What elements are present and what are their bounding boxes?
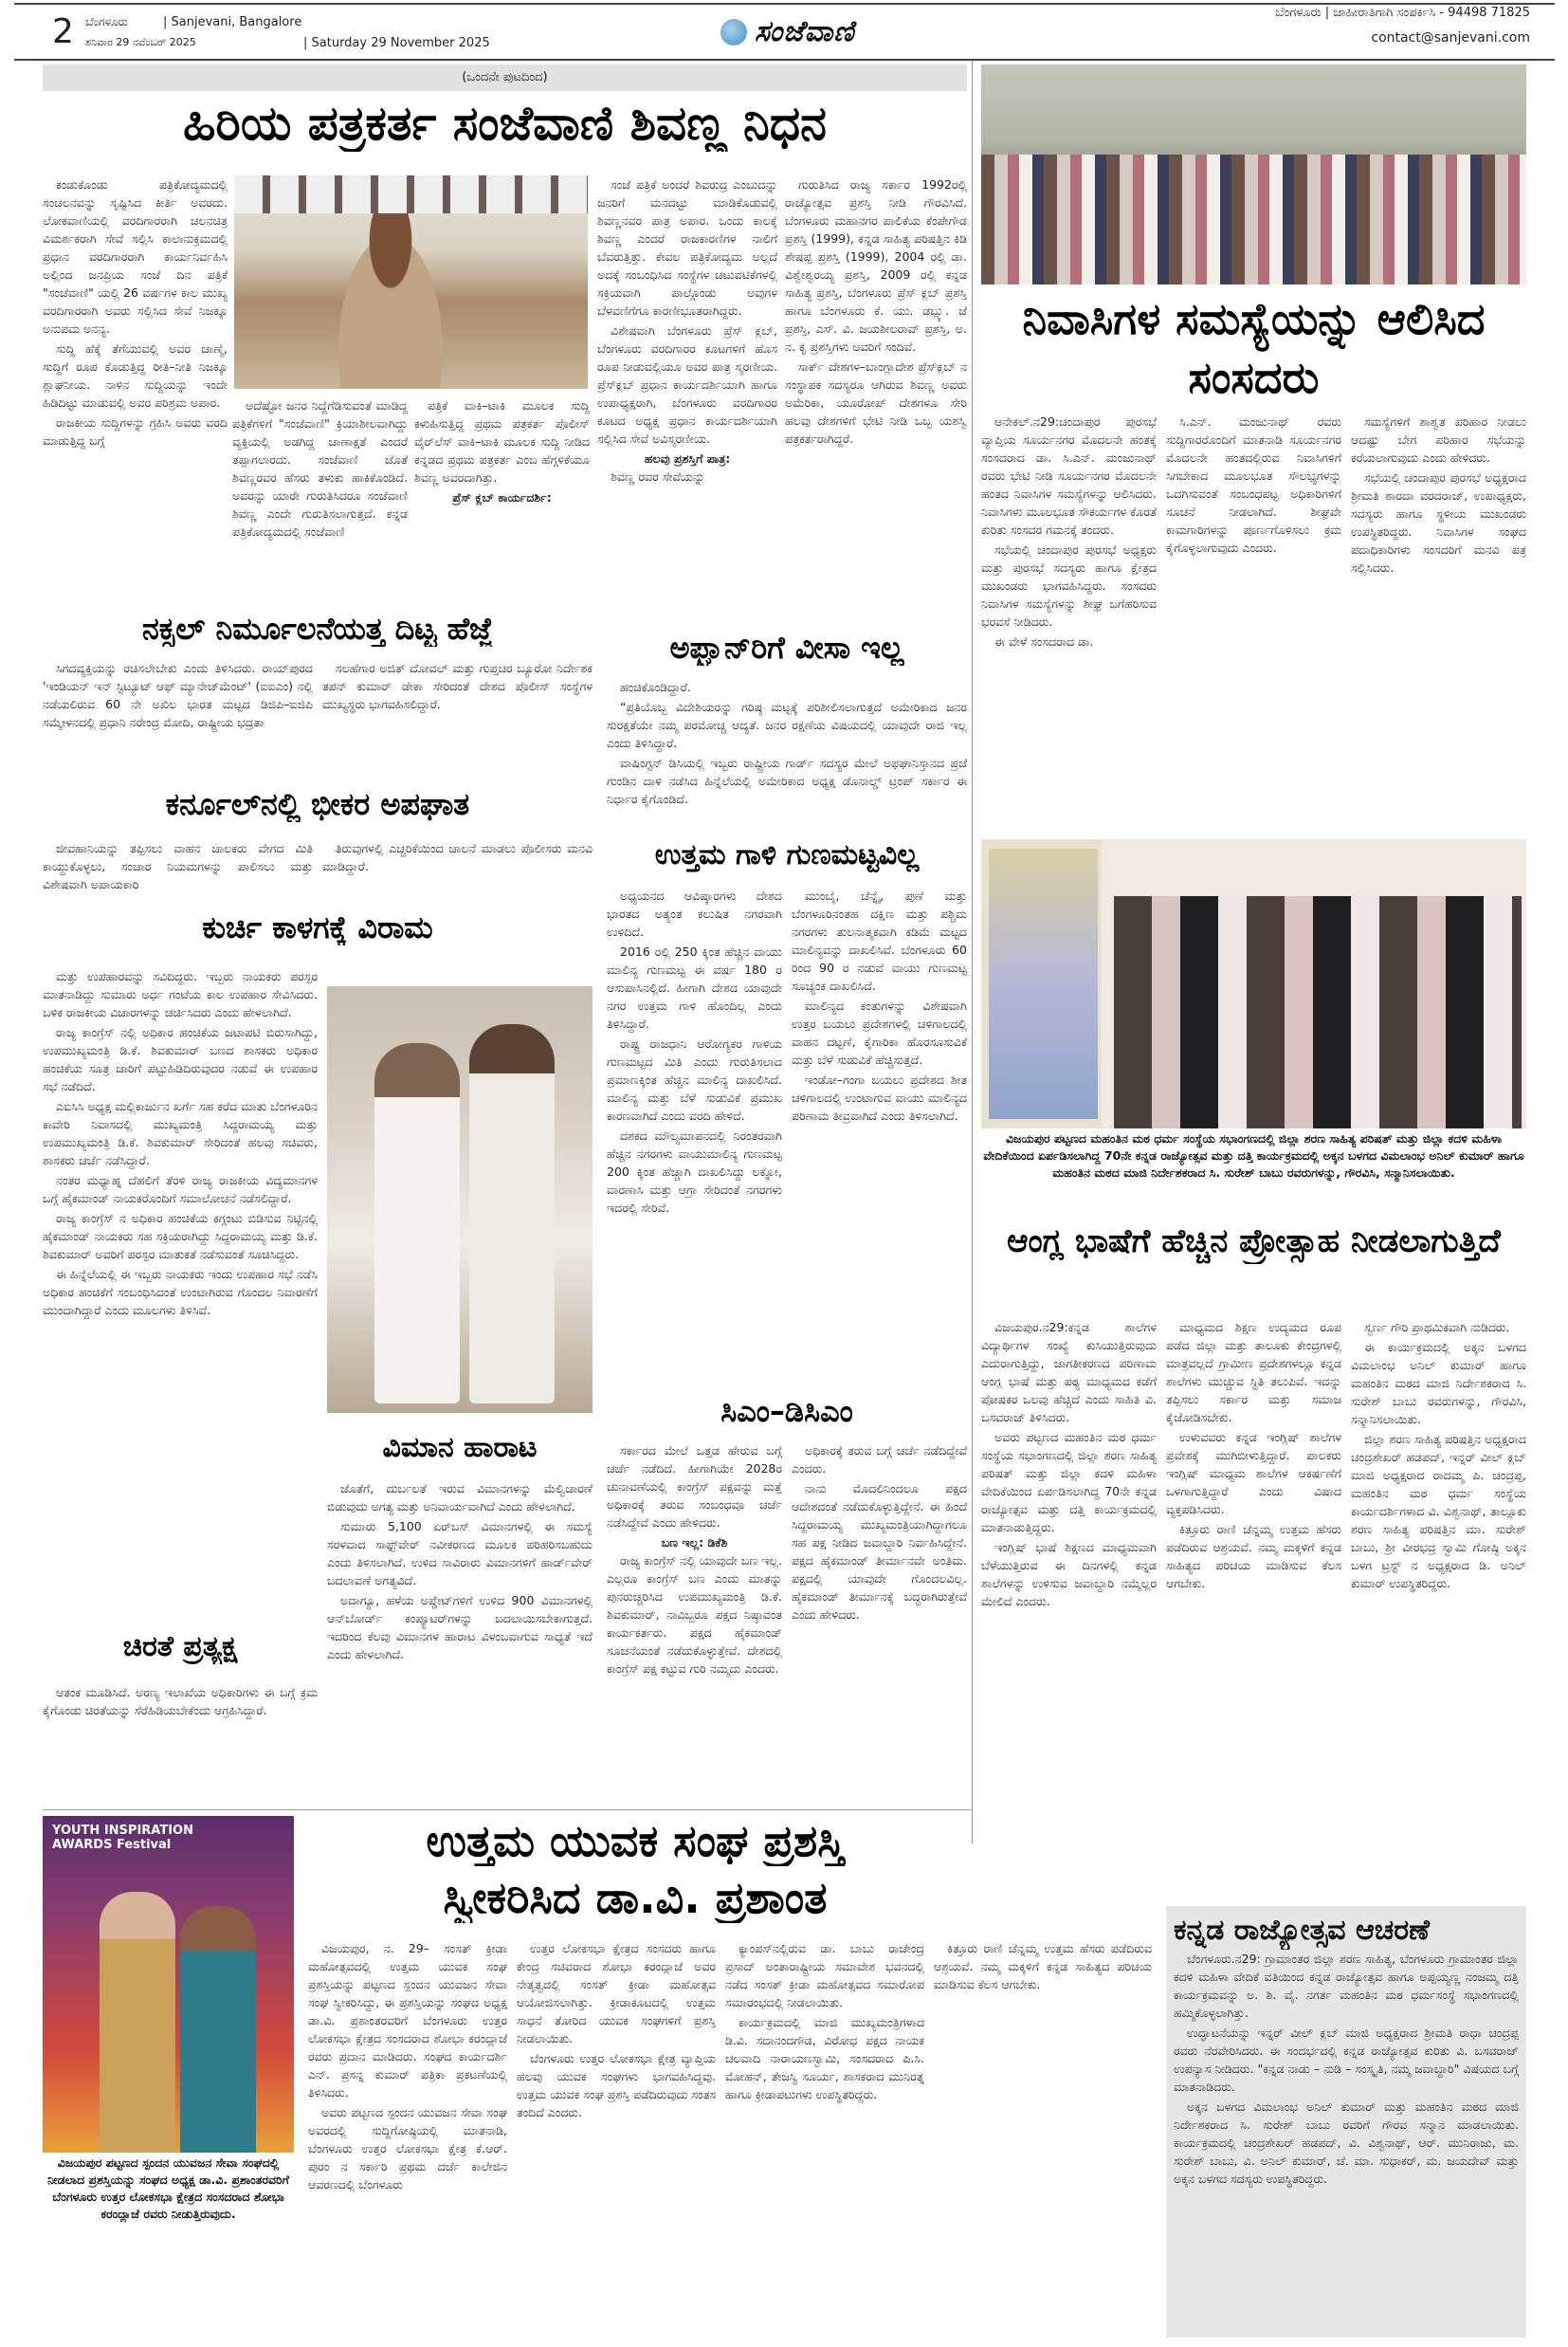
headline-kurchi: ಕುರ್ಚಿ ಕಾಳಗಕ್ಕೆ ವಿರಾಮ [202, 910, 433, 945]
paragraph: ಸಮಸ್ಯೆಗಳಿಗೆ ಶಾಶ್ವತ ಪರಿಹಾರ ನೀಡಲು ಆದಷ್ಟು ಬೇಗ ಪರಿಹಾರ ಸಭೆಯನ್ನು ಕರೆಯಲಾಗುವುದು ಎಂದು ಹೇಳಿದರು. [1351, 414, 1526, 465]
masthead-text: ಸಂಜೆವಾಣಿ [755, 15, 855, 48]
paragraph: ವಿಜಯಪುರ, ನ. 29– ಸಂಸತ್ ಕ್ರೀಡಾ ಮಹೋತ್ಸವದಲ್ಲಿ ಉತ್ತಮ ಯುವಕ ಸಂಘ ಪ್ರಶಸ್ತಿಯನ್ನು ಪಟ್ಟಣದ ಸ್ಪಂದನ ಯುವಜನ ಸೇವಾ ಸಂಘ ಸ್ವೀಕರಿಸಿದ್ದು, ಈ ಪ್ರಶಸ್ತಿಯನ್ನು ಸಂಘದ ಅಧ್ಯಕ್ಷ ಡಾ.ವಿ. ಪ್ರಶಾಂತರವರಿಗೆ ಬೆಂಗಳೂರು ಉತ್ತರ ಲೋಕಸಭಾ ಕ್ಷೇತ್ರದ ಸಂಸದರಾದ ಶೋಭಾ ಕರಂದ್ಲಾಜೆ ರವರು ಪ್ರದಾನ ಮಾಡಿದರು. ಸಂಘದ ಕಾರ್ಯದರ್ಶಿ ಎನ್. ಪ್ರಸನ್ನ ಕುಮಾರ್ ಪತ್ರಿಕಾ ಪ್ರಕಟಣೆಯಲ್ಲಿ ತಿಳಿಸಿದರು. [308, 1941, 507, 2099]
kurnool-col1 [43, 839, 313, 901]
paragraph: ರಾಜಕೀಯ ಸುದ್ದಿಗಳನ್ನು ಗ್ರಹಿಸಿ ಅವರು ವರದಿ ಮಾಡುತ್ತಿದ್ದ ಬಗ್ಗೆ [43, 415, 228, 448]
headline-cm-dcm: ಸಿಎಂ–ಡಿಸಿಎಂ [720, 1394, 853, 1429]
award-banner: YOUTH INSPIRATION AWARDS Festival [52, 1824, 193, 1852]
headline-youth-1: ಉತ್ತಮ ಯುವಕ ಸಂಘ ಪ್ರಶಸ್ತಿ [426, 1816, 845, 1866]
paragraph: “ಪ್ರತಿಯೊಬ್ಬ ವಿದೇಶಿಯರನ್ನು ಗರಿಷ್ಠ ಮಟ್ಟಕ್ಕೆ ಪರಿಶೀಲಿಸಲಾಗುತ್ತದೆ ಅಮೇರಿಕಾದ ಜನರ ಸುರಕ್ಷತೆಯೇ ನಮ್ಮ ಪರಮೋಚ್ಚ ಆದ್ಯತೆ. ಜನರ ರಕ್ಷಣೆಯ ವಿಷಯದಲ್ಲಿ ಯಾವುದೇ ರಾಜಿ ಇಲ್ಲ ಎಂದು ತಿಳಿಸಿದ್ದಾರೆ. [607, 700, 967, 750]
naxal-col2 [322, 659, 593, 749]
contact-email[interactable]: contact@sanjevani.com [1371, 30, 1530, 46]
headline-vimana: ವಿಮಾನ ಹಾರಾಟ [382, 1432, 538, 1464]
paragraph: ಹಂಚಿಕೊಂಡಿದ್ದಾರೆ. [620, 680, 691, 694]
subheading: ಬಣ ಇಲ್ಲ: ಡಿಕೆಶಿ [661, 1535, 728, 1549]
cm-col1 [607, 1441, 782, 1806]
paragraph: ಶಿವಣ್ಣ ರವರ ಸೇವೆಯನ್ನು [611, 469, 705, 484]
cm-col2 [792, 1441, 967, 1806]
paragraph: ಗುರುತಿಸಿದ ರಾಜ್ಯ ಸರ್ಕಾರ 1992ರಲ್ಲಿ ರಾಜ್ಯೋತ್ಸವ ಪ್ರಶಸ್ತಿ ನೀಡಿ ಗೌರವಿಸಿದೆ. ಬೆಂಗಳೂರು ಮಹಾನಗರ ಪಾಲಿಕೆಯ ಕೆಂಪೇಗೌಡ ಪ್ರಶಸ್ತಿ (1999), ಕನ್ನಡ ಸಾಹಿತ್ಯ ಪರಿಷತ್ತಿನ ಕಿಡಿ ಶೇಷಪ್ಪ ಪ್ರಶಸ್ತಿ (1999), 2004 ರಲ್ಲಿ ಡಾ. ವಿಶ್ವೇಶ್ವರಯ್ಯ ಪ್ರಶಸ್ತಿ, 2009 ರಲ್ಲಿ ಕನ್ನಡ ಸಾಹಿತ್ಯ ಪ್ರಶಸ್ತಿ, ಬೆಂಗಳೂರು ಪ್ರೆಸ್ ಕ್ಲಬ್ ಪ್ರಶಸ್ತಿ ಹಾಗೂ ಬೆಂಗಳೂರು ಕೆ. ಯು. ಡಬ್ಲ್ಯು. ಜೆ ಪ್ರಶಸ್ತಿ, ಎಸ್. ವಿ. ಜಯಶೀಲರಾವ್ ಪ್ರಶಸ್ತಿ, ಅ. ನ. ಕೃ ಪ್ರಶಸ್ತಿಗಳು ಅವರಿಗೆ ಸಂದಿವೆ. [785, 177, 967, 354]
photo-caption-rajyotsava: ವಿಜಯಪುರ ಪಟ್ಟಣದ ಮಹಂತಿನ ಮಠ ಧರ್ಮ ಸಂಸ್ಥೆಯ ಸಭಾಂಗಣದಲ್ಲಿ ಜಿಲ್ಲಾ ಶರಣ ಸಾಹಿತ್ಯ ಪರಿಷತ್ ಮತ್ತು ಜಿಲ್ಲಾ ಕದಳಿ ಮಹಿಳಾ ವೇದಿಕೆಯಿಂದ ಏರ್ಪಡಿಸಲಾಗಿದ್ದ 70ನೇ ಕನ್ನಡ ರಾಜ್ಯೋತ್ಸವ ಮತ್ತು ದತ್ತಿ ಕಾರ್ಯಕ್ರಮದಲ್ಲಿ ಅಕ್ಕನ ಬಳಗದ ವಿಮಲಾಂಭ ಅನಿಲ್ ಕುಮಾರ್ ಹಾಗೂ ಮಹಂತಿನ ಮಠದ ಮಾಜಿ ನಿರ್ದೇಶಕರಾದ ಸಿ. ಸುರೇಶ್ ಬಾಬು ರವರುಗಳನ್ನು, ಗೌರವಿಸಿ, ಸನ್ಮಾನಿಸಲಾಯಿತು. [983, 1131, 1524, 1180]
subheading: ಪ್ರೆಸ್ ಕ್ಲಬ್ ಕಾರ್ಯದರ್ಶಿ: [452, 490, 552, 504]
naxal-col1 [43, 659, 313, 749]
paragraph: ನಾನು ಮೊದಲಿನಿಂದಲೂ ಪಕ್ಷದ ಆದೇಶದಂತೆ ನಡೆದುಕೊಳ್ಳುತ್ತಿದ್ದೇನೆ. ಈ ಹಿಂದೆ ಸಿದ್ದರಾಮಯ್ಯ ಮುಖ್ಯಮಂತ್ರಿಯಾಗಿದ್ದಾಗಲೂ ಸಹ ಪಕ್ಷ ನೀಡಿದ ಜವಾಬ್ದಾರಿ ನಿರ್ವಹಿಸಿದ್ದೇನೆ. ಪಕ್ಷದ ಹೈಕಮಾಂಡ್ ತೀರ್ಮಾನವೇ ಅಂತಿಮ. ಪಕ್ಷದಲ್ಲಿ ಯಾವುದೇ ಗೊಂದಲವಿಲ್ಲ. ಹೈಕಮಾಂಡ್ ತೀರ್ಮಾನಕ್ಕೆ ಬದ್ಧರಾಗಿರುತ್ತೇವೆ ಎಂದು ಹೇಳಿದರು. [792, 1481, 967, 1622]
paragraph: ಅಕ್ಕನ ಬಳಗದ ವಿಮಲಾಂಭ ಅನಿಲ್ ಕುಮಾರ್ ಮತ್ತು ಮಹಂತಿನ ಮಠದ ಮಾಜಿ ನಿರ್ದೇಶಕರಾದ ಸಿ. ಸುರೇಶ್ ಬಾಬು ರವರಿಗೆ ಗೌರವ ಸನ್ಮಾನ ಮಾಡಲಾಯಿತು. ಕಾರ್ಯಕ್ರಮದಲ್ಲಿ ಚಂದ್ರಶೇಖರ್ ಹಡಪದ್, ವಿ. ವಿಶ್ವನಾಥ್, ಆರ್. ಮುನಿರಾಜು, ಮ. ಸುರೇಶ್ ಬಾಬು, ವಿ. ಅನಿಲ್ ಕುಮಾರ್, ಚೆ. ಮಾ. ಸುಧಾಕರ್, ಮ. ಜಯದೇವ್ ಮತ್ತು ಅಕ್ಕನ ಬಳಗದ ಸದಸ್ಯರು ಉಪಸ್ಥಿತರಿದ್ದರು. [1174, 2099, 1519, 2186]
paragraph: ಈ ಹಿನ್ನೆಲೆಯಲ್ಲಿ ಈ ಇಬ್ಬರು ನಾಯಕರು ಇಂದು ಉಪಹಾರ ಸಭೆ ನಡೆಸಿ ಅಧಿಕಾರ ಹಂಚಿಕೆಗೆ ಸಂಬಂಧಿಸಿದಂತೆ ಉಂಟಾಗಿರುವ ಗೊಂದಲ ನಿವಾರಣೆಗೆ ಮುಂದಾಗಿದ್ದಾರೆ ಎಂದು ಮೂಲಗಳು ತಿಳಿಸಿವೆ. [43, 1267, 318, 1317]
paragraph: ಅವರು ಪಟ್ಟಣದ ಮಹಂತಿನ ಮಠ ಧರ್ಮ ಸಂಸ್ಥೆಯ ಸಭಾಂಗಣದಲ್ಲಿ ಜಿಲ್ಲಾ ಶರಣ ಸಾಹಿತ್ಯ ಪರಿಷತ್ ಮತ್ತು ಜಿಲ್ಲಾ ಕದಳಿ ಮಹಿಳಾ ವೇದಿಕೆಯಿಂದ ಏರ್ಪಡಿಸಲಾಗಿದ್ದ 70ನೇ ಕನ್ನಡ ರಾಜ್ಯೋತ್ಸವ ಮತ್ತು ದತ್ತಿ ಕಾರ್ಯಕ್ರಮದಲ್ಲಿ ಮಾತನಾಡುತ್ತಿದ್ದರು. [981, 1430, 1157, 1534]
city-label: ಬೆಂಗಳೂರು [85, 15, 128, 28]
headline-rajyotsava: ಕನ್ನಡ ರಾಜ್ಯೋತ್ಸವ ಆಚರಣೆ [1174, 1914, 1431, 1947]
paragraph: ಮುಂಬೈ, ಚೆನ್ನೈ, ಪುಣೆ ಮತ್ತು ಬೆಂಗಳೂರಿನಂತಹ ದಕ್ಷಿಣ ಮತ್ತು ಪಶ್ಚಿಮ ನಗರಗಳು ತುಲನಾತ್ಮಕವಾಗಿ ಕಡಿಮೆ ಮಟ್ಟದ ಮಾಲಿನ್ಯವನ್ನು ದಾಖಲಿಸಿವೆ. ಬೆಂಗಳೂರು 60 ರಿಂದ 90 ರ ನಡುವೆ ವಾಯು ಗುಣಮಟ್ಟ ಸೂಚ್ಯಂಕ ದಾಖಲಿಸಿದೆ. [792, 889, 967, 993]
headline-chirate: ಚಿರತೆ ಪ್ರತ್ಯಕ್ಷ [122, 1631, 238, 1663]
english-col2 [1166, 1318, 1341, 1901]
person-figure [469, 1024, 555, 1403]
photo-cm-dcm [327, 986, 593, 1413]
building-windows [234, 175, 588, 213]
paragraph: ವಿಜಯಪುರ.ನ29:ಕನ್ನಡ ಶಾಲೆಗಳ ವಿದ್ಯಾರ್ಥಿಗಳ ಸಂಖ್ಯೆ ಕುಸಿಯುತ್ತಿರುವುದು ಎದುರಾಗುತ್ತಿದ್ದು, ಜಾಗತೀಕರಣದ ಪರಿಣಾಮ ಆಂಗ್ಲ ಭಾಷೆ ಮತ್ತು ಪಠ್ಯ ಮಾಧ್ಯಮದ ಕಡೆಗೆ ಪೋಷಕರ ಒಲವು ಹೆಚ್ಚಿದೆ ಎಂದು ಸಾಹಿತಿ ವಿ. ಬಸವರಾಜ್ ತಿಳಿಸಿದರು. [981, 1320, 1157, 1424]
paragraph: ಅವರು ಪಟ್ಟಣದ ಸ್ಪಂದನ ಯುವಜನ ಸೇವಾ ಸಂಘ ಅವರದಲ್ಲಿ ಸುದ್ದಿಗೋಷ್ಠಿಯಲ್ಲಿ ಮಾತನಾಡಿ, ಬೆಂಗಳೂರು ಉತ್ತರ ಲೋಕಸಭಾ ಕ್ಷೇತ್ರ ಕೆ.ಆರ್. ಪುರಂ ನ ಸರ್ಕಾರಿ ಪ್ರಥಮ ದರ್ಜೆ ಕಾಲೇಜಿನ ಆವರಣದಲ್ಲಿ ಬೆಂಗಳೂರು [308, 2105, 507, 2191]
continued-label: (ಒಂದನೇ ಪುಟದಿಂದ) [462, 70, 548, 84]
crowd [981, 155, 1526, 284]
air-col1 [607, 887, 782, 1389]
headline-text: ಆಂಗ್ಲ ಭಾಷೆಗೆ ಹೆಚ್ಚಿನ ಪ್ರೋತ್ಸಾಹ ನೀಡಲಾಗುತ್ತಿದೆ [1007, 1222, 1501, 1260]
edition-label: | Sanjevani, Bangalore [163, 15, 302, 29]
paragraph: ಸಾರ್ಕ್ ದೇಶಗಳ–ಬಾಂಗ್ಲಾದೇಶ ಪ್ರೆಸ್‌ಕ್ಲಬ್ ನ ಸಂಸ್ಥಾಪಕ ಸದಸ್ಯರೂ ಆಗಿರುವ ಶಿವಣ್ಣ ಅವರು ಅಮೆರಿಕಾ, ಯೂರೋಪ್ ದೇಶಗಳೂ ಸೇರಿ ಹಲವು ದೇಶಗಳಿಗೆ ಭೇಟಿ ನೀಡಿ ಒಬ್ಬ ಯಶಸ್ವಿ ಪತ್ರಕರ್ತರಾಗಿದ್ದರೆ. [785, 359, 967, 446]
paragraph: ಕಂಡುಕೊಂಡು ಪತ್ರಿಕೋದ್ಯಮದಲ್ಲಿ ಸಂಚಲನವನ್ನು ಸೃಷ್ಟಿಸಿದ ಕೀರ್ತಿ ಅವರದು. ಲೋಕವಾಣಿಯಲ್ಲಿ ವರದಿಗಾರರಾಗಿ ಚಲನಚಿತ್ರ ವಿಮರ್ಶಕರಾಗಿ ಸೇವೆ ಸಲ್ಲಿಸಿ ಕಾಲಾನುಕ್ರಮದಲ್ಲಿ ಪ್ರಧಾನ ವರದಿಗಾರರಾಗಿ ಕಾರ್ಯನಿರ್ವಹಿಸಿ ಅಲ್ಲಿಂದ ಜನಪ್ರಿಯ ಸಂಜೆ ದಿನ ಪತ್ರಿಕೆ "ಸಂಜೆವಾಣಿ" ಯಲ್ಲಿ 26 ವರ್ಷಗಳ ಕಾಲ ಮುಖ್ಯ ವರದಿಗಾರರಾಗಿ ಅವರು ಸಲ್ಲಿಸಿದ ಸೇವೆ ನಿಜಕ್ಕೂ ಅನುಪಮ ಅನನ್ಯ. [43, 177, 228, 336]
kurnool-col2 [322, 839, 593, 901]
shivanna-col3 [414, 396, 590, 607]
paragraph: ಆನೇಕಲ್.ನ29:ಚಂದಾಪುರ ಪುರಸಭೆ ವ್ಯಾಪ್ತಿಯ ಸೂರ್ಯನಗರ ಮೊದಲನೇ ಹಂತಕ್ಕೆ ಸಂಸದರಾದ ಡಾ. ಸಿ.ಎನ್. ಮಂಜುನಾಥ್ ರವರು ಭೇಟಿ ನೀಡಿ ಸೂರ್ಯನಗರ ಮೊದಲನೇ ಹಂತದ ನಿವಾಸಿಗಳ ಸಮಸ್ಯೆಗಳನ್ನು ಆಲಿಸಿದರು. ನಿವಾಸಿಗಳು ಮೂಲಭೂತ ಸೌಕರ್ಯಗಳ ಕೊರತೆ ಕುರಿತು ಸಂಸದರ ಗಮನಕ್ಕೆ ತಂದರು. [981, 414, 1157, 537]
headline-air-quality: ಉತ್ತಮ ಗಾಳಿ ಗುಣಮಟ್ಟವಿಲ್ಲ [654, 839, 920, 871]
paragraph: ಅದಾಗ್ಯೂ, ಹಳೆಯ ಅಪ್ಡೇಟ್‌ಗಳಿಗೆ ಉಳಿದ 900 ವಿಮಾನಗಳಲ್ಲಿ ಆನ್‌ಬೋರ್ಡ್ ಕಂಪ್ಯೂಟರ್‌ಗಳನ್ನು ಬದಲಾಯಿಸಬೇಕಾಗುತ್ತದೆ. ಇದರಿಂದ ಕೆಲವು ವಿಮಾನಗಳ ಹಾರಾಟ ವಿಳಂಬವಾಗುವ ಸಾಧ್ಯತೆ ಇದೆ ಎಂದು ಹೇಳಲಾಗಿದೆ. [327, 1593, 593, 1661]
paragraph: ದಶಕದ ಮೌಲ್ಯಮಾಪನದಲ್ಲಿ ನಿರಂತರವಾಗಿ ಹೆಚ್ಚಿನ ನಗರಗಳು ವಾಯುಮಾಲಿನ್ಯ ಗುಣಮಟ್ಟ 200 ಕ್ಕಿಂತ ಹೆಚ್ಚಾಗಿ ದಾಖಲಿಸಿದ್ದು ಲಕ್ನೋ, ವಾರಣಾಸಿ ಮತ್ತು ಆಗ್ರಾ ಸೇರಿದಂತೆ ನಗರಗಳು ಇದರಲ್ಲಿ ಸೇರಿವೆ. [607, 1128, 782, 1215]
paragraph: ಮತ್ತು ಉಪಹಾರವನ್ನು ಸವಿದಿದ್ದರು. ಇಬ್ಬರು ನಾಯಕರು ಪರಸ್ಪರ ಮಾತನಾಡಿದ್ದು ಸುಮಾರು ಅರ್ಧ ಗಂಟೆಯ ಕಾಲ ಉಪಹಾರ ಸೇವಿಸಿದರು. ಬಳಿಕ ರಾಜಕೀಯ ವಿಚಾರಗಳನ್ನು ಚರ್ಚಿಸಿದರು ಎಂದು ಹೇಳಲಾಗಿದೆ. [43, 969, 318, 1019]
paragraph: ಅಧ್ಯಯನದ ಆವಿಷ್ಕಾರಗಳು ದೇಶದ ಭಾರತದ ಅತ್ಯಂತ ಕಲುಷಿತ ನಗರವಾಗಿ ಉಳಿದಿದೆ. [607, 889, 782, 939]
ad-contact: ಬೆಂಗಳೂರು | ಜಾಹೀರಾತಿಗಾಗಿ ಸಂಪರ್ಕಿಸಿ - 94498 71825 [1275, 6, 1530, 20]
mp-col3 [1351, 413, 1526, 830]
column-divider [972, 61, 973, 1843]
youth-col4 [934, 1939, 1152, 2333]
headline-naxal: ನಕ್ಸಲ್ ನಿರ್ಮೂಲನೆಯತ್ತ ದಿಟ್ಟ ಹೆಜ್ಜೆ [141, 612, 494, 647]
continued-banner [43, 64, 967, 91]
date-kannada: ಶನಿವಾರ 29 ನವೆಂಬರ್ 2025 [85, 36, 196, 48]
photo-shivanna [234, 175, 588, 389]
kurchi-col1 [43, 967, 318, 1622]
section-rule [43, 1809, 972, 1810]
vote-poster [989, 849, 1098, 1119]
paragraph: ಆತಂಕ ಮೂಡಿಸಿದೆ. ಅರಣ್ಯ ಇಲಾಖೆಯ ಅಧಿಕಾರಿಗಳು ಈ ಬಗ್ಗೆ ಕ್ರಮ ಕೈಗೊಂಡು ಚಿರತೆಯನ್ನು ಸೆರೆಹಿಡಿಯಬೇಕೆಂದು ಆಗ್ರಹಿಸಿದ್ದಾರೆ. [43, 1685, 318, 1717]
paragraph: ಅದೆಷ್ಟೋ ಜನರ ನಿದ್ದೆಗೆಡಿಸುವಂತೆ ಮಾಡಿದ್ದ ಪತ್ರಿಕೆಗಳಿಗೆ "ಸಂಜೆವಾಣಿ" ಕ್ರಿಯಾಶೀಲವಾಗಿದ್ದು ವ್ಯಕ್ತಿಯಲ್ಲಿ ಅಡಗಿದ್ದ ಚಾಣಾಕ್ಷತೆ ಎಂದರೆ ತಪ್ಪಾಗಲಾರದು. ಸಂಜೆವಾಣಿ ಜೊತೆ ಶಿವಣ್ಣರವರ ಹೆಸರು ತಳುಕು ಹಾಕಿಕೊಂಡಿದೆ. ಅವರನ್ನು ಯಾರೇ ಗುರುತಿಸಿದರೂ ಸಂಜೆವಾಣಿ ಶಿವಣ್ಣ ಎಂದೇ ಗುರುತಿಸಲಾಗುತ್ತದೆ. ಕನ್ನಡ ಪತ್ರಿಕೋದ್ಯಮದಲ್ಲಿ ಸಂಜೆವಾಣಿ [232, 398, 408, 539]
paragraph: ಈ ವೇಳೆ ಸಂಸದರಾದ ಡಾ. [994, 634, 1094, 649]
english-col3 [1351, 1318, 1526, 1901]
paragraph: ಸಭೆಯಲ್ಲಿ ಚಂದಾಪುರ ಪುರಸಭೆ ಅಧ್ಯಕ್ಷರು ಮತ್ತು ಪುರಸಭೆ ಸದಸ್ಯರು ಹಾಗೂ ಕ್ಷೇತ್ರದ ಮುಖಂಡರು ಭಾಗವಹಿಸಿದ್ದರು. ಸಂಸದರು ನಿವಾಸಿಗಳ ಸಮಸ್ಯೆಗಳನ್ನು ಶೀಘ್ರ ಬಗೆಹರಿಸುವ ಭರವಸೆ ನೀಡಿದರು. [981, 542, 1157, 629]
headline-shivanna: ಹಿರಿಯ ಪತ್ರಕರ್ತ ಸಂಜೆವಾಣಿ ಶಿವಣ್ಣ ನಿಧನ [183, 97, 827, 151]
paragraph: ಸುದ್ದಿ ಹೆಕ್ಕೆ ತೆಗೆಯುವಲ್ಲಿ ಅವರ ಜಾಣ್ಮೆ, ಸುದ್ದಿಗೆ ರೂಪ ಕೊಡುತ್ತಿದ್ದ ರೀತಿ–ನೀತಿ ನಿಜಕ್ಕೂ ಶ್ಲಾಘನೀಯ. ನಾಳಿನ ಸುದ್ದಿಯನ್ನು ಇಂದೇ ಹಿಡಿದಿಟ್ಟು ಮಾಡುವಲ್ಲಿ ಅವರ ಪರಿಶ್ರಮ ಅಪಾರ. [43, 341, 228, 410]
paragraph: ಇಂಗ್ಲಿಷ್ ಭಾಷೆ ಶಿಕ್ಷಣದ ಮಾಧ್ಯಮವಾಗಿ ಬೆಳೆಯುತ್ತಿರುವ ಈ ದಿನಗಳಲ್ಲಿ ಕನ್ನಡ ಶಾಲೆಗಳನ್ನು ಉಳಿಸುವ ಜವಾಬ್ದಾರಿ ನಮ್ಮೆಲ್ಲರ ಮೇಲಿದೆ ಎಂದರು. [981, 1540, 1157, 1608]
masthead-logo [720, 15, 855, 48]
headline-afghan: ಅಫ್ಘಾನ್‌ರಿಗೆ ವೀಸಾ ಇಲ್ಲ [669, 631, 904, 666]
page-number: 2 [52, 12, 74, 51]
headline-english-language [981, 1219, 1526, 1264]
headline-youth-2: ಸ್ವೀಕರಿಸಿದ ಡಾ.ವಿ. ಪ್ರಶಾಂತ [443, 1873, 828, 1923]
paragraph: ಉದ್ಘಾಟನೆಯನ್ನು ಇನ್ನರ್ ವೀಲ್ ಕ್ಲಬ್ ಮಾಜಿ ಅಧ್ಯಕ್ಷರಾದ ಶ್ರೀಮತಿ ರಾಧಾ ಚಂದ್ರಪ್ಪ ರವರು ನೆರವೇರಿಸಿದರು. ಈ ಸಂದರ್ಭದಲ್ಲಿ ಕನ್ನಡ ರಾಜ್ಯೋತ್ಸವ ಕುರಿತು ವಿ. ಬಸವರಾಜ್ ಉಪನ್ಯಾಸ ನೀಡಿದರು. "ಕನ್ನಡ ನಾಡು – ನುಡಿ – ಸಂಸ್ಕೃತಿ, ನಮ್ಮ ಜವಾಬ್ದಾರಿ" ವಿಷಯದ ಬಗ್ಗೆ ಮಾತನಾಡಿದರು. [1174, 2026, 1519, 2094]
paragraph: ವಿಶೇಷವಾಗಿ ಬೆಂಗಳೂರು ಪ್ರೆಸ್ ಕ್ಲಬ್, ಬೆಂಗಳೂರು ವರದಿಗಾರರ ಕೂಟಗಳಿಗೆ ಹೊಸ ರೂಪ ನೀಡುವಲ್ಲಿಯೂ ಅವರ ಪಾತ್ರ ಸ್ಮರಣೀಯ. ಪ್ರೆಸ್‌ಕ್ಲಬ್ ಪ್ರಧಾನ ಕಾರ್ಯದರ್ಶಿಯಾಗಿ ಹಾಗೂ ಉಪಾಧ್ಯಕ್ಷರಾಗಿ, ಬೆಂಗಳೂರು ವರದಿಗಾರರ ಕೂಟದ ಅಧ್ಯಕ್ಷ ಪ್ರಧಾನ ಕಾರ್ಯದರ್ಶಿಯಾಗಿ ಸಲ್ಲಿಸಿದ ಸೇವೆ ಅವಿಸ್ಮರಣೀಯ. [597, 323, 777, 446]
header-rule [14, 59, 1555, 61]
globe-icon [720, 19, 747, 46]
shivanna-col5 [785, 175, 967, 607]
photo-residents-group [981, 64, 1526, 284]
paragraph: ಜಿಲ್ಲಾ ಶರಣ ಸಾಹಿತ್ಯ ಪರಿಷತ್ತಿನ ಅಧ್ಯಕ್ಷರಾದ ಚಂದ್ರಶೇಖರ್ ಹಡಪದ್, ಇನ್ನರ್ ವೀಲ್ ಕ್ಲಬ್ ಮಾಜಿ ಅಧ್ಯಕ್ಷರಾದ ರಾದಮ್ಮ ಪಿ. ಚಂದ್ರಪ್ಪ, ಮಹಂತಿನ ಮಠ ಧರ್ಮ ಸಂಸ್ಥೆಯ ಕಾರ್ಯದರ್ಶಿಗಳಾದ ವಿ. ವಿಶ್ವನಾಥ್, ತಾಲ್ಲೂಕು ಶರಣ ಸಾಹಿತ್ಯ ಪರಿಷತ್ತಿನ ಮಾ. ಸುರೇಶ್ ಬಾಬು, ಶ್ರೀ ವೀರಭದ್ರ ಸ್ವಾಮಿ ಗೋಷ್ಠಿ ಅಕ್ಕನ ಬಳಗ ಟ್ರಸ್ಟ್ ನ ಅಧ್ಯಕ್ಷರಾದ ಡಿ. ಅನಿಲ್ ಕುಮಾರ್ ಉಪಸ್ಥಿತರಿದ್ದರು. [1351, 1432, 1526, 1590]
english-col1 [981, 1318, 1157, 1901]
paragraph: ಎಐಸಿಸಿ ಅಧ್ಯಕ್ಷ ಮಲ್ಲಿಕಾರ್ಜುನ ಖರ್ಗೆ ಸಹ ಕರೆದ ಮಾತು ಬೆಂಗಳೂರಿನ ಕಾವೇರಿ ನಿವಾಸದಲ್ಲಿ ಮುಖ್ಯಮಂತ್ರಿ ಸಿದ್ದರಾಮಯ್ಯ ಮತ್ತು ಉಪಮುಖ್ಯಮಂತ್ರಿ ಡಿ.ಕೆ. ಶಿವಕುಮಾರ್ ಸೇರಿದಂತೆ ಹಲವು ಸಚಿವರು, ಶಾಸಕರು ಚರ್ಚೆ ನಡೆಸಿದ್ದಾರೆ. [43, 1099, 318, 1167]
paragraph: ಇಂಡೋ–ಗಂಗಾ ಬಯಲು ಪ್ರದೇಶದ ಶೀತ ಚಳಿಗಾಲದಲ್ಲಿ ಉಂಟಾಗುವ ವಾಯು ಮಾಲಿನ್ಯದ ಪರಿಣಾಮ ತೀವ್ರವಾಗಿದೆ ಎಂದು ತಿಳಿಸಲಾಗಿದೆ. [792, 1073, 967, 1123]
person-figure [180, 1906, 256, 2153]
paragraph: ಸ್ವರ್ಣ ಗೌರಿ ಪ್ರಾಥಮಿಕವಾಗಿ ನುಡಿದರು. [1364, 1320, 1510, 1334]
youth-col3 [725, 1939, 924, 2333]
air-col2 [792, 887, 967, 1389]
mp-col1 [981, 413, 1157, 830]
paragraph: ಕಾರ್ಯಕ್ರಮದಲ್ಲಿ ಮಾಜಿ ಮುಖ್ಯಮಂತ್ರಿಗಳಾದ ಡಿ.ವಿ. ಸದಾನಂದಗೌಡ, ವಿರೋಧ ಪಕ್ಷದ ನಾಯಕ ಚಲವಾದಿ ನಾರಾಯಣಸ್ವಾಮಿ, ಸಂಸದರಾದ ಪಿ.ಸಿ. ಮೋಹನ್, ತೇಜಸ್ವಿ ಸೂರ್ಯ, ಶಾಸಕರಾದ ಮುನಿರತ್ನ ಹಾಗೂ ಕ್ರೀಡಾಪಟುಗಳು ಉಪಸ್ಥಿತರಿದ್ದರು. [725, 2015, 924, 2101]
shivanna-col2 [232, 396, 408, 607]
youth-col2 [517, 1939, 716, 2333]
paragraph: ಉಳುವವರು ಕನ್ನಡ ಇಂಗ್ಲಿಷ್ ಶಾಲೆಗಳ ಪ್ರವೇಶಕ್ಕೆ ಮುಗಿಬೀಳುತ್ತಿದ್ದಾರೆ. ಪಾಲಕರು ಇಂಗ್ಲಿಷ್ ಮಾಧ್ಯಮ ಶಾಲೆಗಳ ಆಕರ್ಷಣೆಗೆ ಒಳಗಾಗುತ್ತಿದ್ದಾರೆ ಎಂದು ವಿಷಾದ ವ್ಯಕ್ತಪಡಿಸಿದರು. [1166, 1430, 1341, 1516]
paragraph: ಸಲಹೆಗಾರ ಅಜಿತ್ ದೋವಲ್ ಮತ್ತು ಗುಪ್ತಚರ ಬ್ಯೂರೋ ನಿರ್ದೇಶಕ ತಪನ್ ಕುಮಾರ್ ಡೇಕಾ ಸೇರಿದಂತೆ ದೇಶದ ಪೊಲೀಸ್ ಸಂಸ್ಥೆಗಳ ಮುಖ್ಯಸ್ಥರು ಭಾಗವಹಿಸಲಿದ್ದಾರೆ. [322, 661, 593, 711]
paragraph: ಜೊತೆಗೆ, ದುರ್ಬಲತೆ ಇರುವ ವಿಮಾನಗಳನ್ನು ಮೆಲ್ವಿಚಾರಣೆ ಬಿಡುವುದು ಅಗತ್ಯ ಮತ್ತು ಅನಿವಾರ್ಯವಾಗಿದೆ ಎಂದು ಹೇಳಲಾಗಿದೆ. [327, 1481, 593, 1513]
paragraph: ಮಾಧ್ಯಮದ ಶಿಕ್ಷಣ ಉದ್ಯಮದ ರೂಪ ಪಡೆದ ಜಿಲ್ಲಾ ಮತ್ತು ತಾಲೂಕು ಕೇಂದ್ರಗಳಲ್ಲಿ ಮಾತ್ರವಲ್ಲದೆ ಗ್ರಾಮೀಣ ಪ್ರದೇಶಗಳಲ್ಲೂ ಕನ್ನಡ ಶಾಲೆಗಳು ಮುಚ್ಚುವ ಸ್ಥಿತಿ ತಲುಪಿವೆ. ಇದನ್ನು ತಪ್ಪಿಸಲು ಸರ್ಕಾರ ಮತ್ತು ಸಮಾಜ ಕೈಜೋಡಿಸಬೇಕು. [1166, 1320, 1341, 1424]
paragraph: ಬೆಂಗಳೂರು ಉತ್ತರ ಲೋಕಸಭಾ ಕ್ಷೇತ್ರ ವ್ಯಾಪ್ತಿಯ ಹಲವು ಯುವಕ ಸಂಘಗಳು ಭಾಗವಹಿಸಿದ್ದವು. ಉತ್ತಮ ಯುವಕ ಸಂಘ ಪ್ರಶಸ್ತಿ ಪಡೆದಿರುವುದು ಸಂತಸ ತಂದಿದೆ ಎಂದರು. [517, 2051, 716, 2119]
paragraph: ಕಿತ್ತೂರು ರಾಣಿ ಚೆನ್ನಮ್ಮ ಉತ್ತಮ ಹೆಸರು ಪಡೆದಿರುವ ಆಶ್ರಯವೆ. ನಮ್ಮ ಮಕ್ಕಳಿಗೆ ಕನ್ನಡ ಸಾಹಿತ್ಯದ ಪರಿಚಯ ಮಾಡಿಸುವ ಕೆಲಸ ಆಗಬೇಕು. [1166, 1522, 1341, 1590]
paragraph: ನಂತರ ಮಧ್ಯಾಹ್ನ ದೆಹಲಿಗೆ ತೆರಳಿ ರಾಜ್ಯ ರಾಜಕೀಯ ವಿದ್ಯಮಾನಗಳ ಬಗ್ಗೆ ಹೈಕಮಾಂಡ್ ನಾಯಕರೊಂದಿಗೆ ಸಮಾಲೋಚನೆ ನಡೆಸಲಿದ್ದಾರೆ. [43, 1173, 318, 1205]
paragraph: 2016 ರಲ್ಲಿ 250 ಕ್ಕಿಂತ ಹೆಚ್ಚಿನ ವಾಯು ಮಾಲಿನ್ಯ ಗುಣಮಟ್ಟ ಈ ವರ್ಷ 180 ರ ಆಸುಪಾಸಿನಲ್ಲಿದೆ. ಹೀಗಾಗಿ ದೇಶದ ಯಾವುದೇ ನಗರ ಉತ್ತಮ ಗಾಳಿ ಹೊಂದಿಲ್ಲ ಎಂದು ತಿಳಿಸಿದ್ದಾರೆ. [607, 944, 782, 1031]
paragraph: ಸಂಜೆ ಪತ್ರಿಕೆ ಅಂದರೆ ಶಿವರುದ್ರ ಎಂಬುದನ್ನು ಜನರಿಗೆ ಮನದಟ್ಟು ಮಾಡಿಕೊಡುವಲ್ಲಿ ಶಿವಣ್ಣನವರ ಪಾತ್ರ ಅಪಾರ. ಒಂದು ಕಾಲಕ್ಕೆ ಶಿವಣ್ಣ ಎಂದರೆ ರಾಜಕಾರಣಿಗಳ ನಾಲಿಗೆ ಬೆವರುತ್ತಿತ್ತು. ಕೇವಲ ಪತ್ರಿಕೋದ್ಯಮ ಅಲ್ಲದೆ ಅದಕ್ಕೆ ಸಂಬಂಧಿಸಿದ ಸಂಸ್ಥೆಗಳ ಚಟುವಟಿಕೆಗಳಲ್ಲಿ ಸಕ್ರಿಯವಾಗಿ ಪಾಲ್ಗೊಂಡು ಅವುಗಳ ಬೆಳವಣಿಗೆಗೂ ಕಾರಣೀಭೂತರಾಗಿದ್ದರು. [597, 177, 777, 318]
paragraph: ಕ್ಯಾಂಪಸ್‌ನಲ್ಲಿರುವ ಡಾ. ಬಾಬು ರಾಜೇಂದ್ರ ಪ್ರಸಾದ್ ಅಂತಾರಾಷ್ಟ್ರೀಯ ಸಮಾವೇಶ ಭವನದಲ್ಲಿ ನಡೆದ ಸಂಸತ್ ಕ್ರೀಡಾ ಮಹೋತ್ಸವದ ಸಮಾರೋಪ ಸಮಾರಂಭದಲ್ಲಿ ನೀಡಲಾಯಿತು. [725, 1941, 924, 2009]
paragraph: ಕಿತ್ತೂರು ರಾಣಿ ಚೆನ್ನಮ್ಮ ಉತ್ತಮ ಹೆಸರು ಪಡೆದಿರುವ ಆಶ್ರಯವೆ. ನಮ್ಮ ಮಕ್ಕಳಿಗೆ ಕನ್ನಡ ಸಾಹಿತ್ಯದ ಪರಿಚಯ ಮಾಡಿಸುವ ಕೆಲಸ ಆಗಬೇಕು. [934, 1941, 1152, 1991]
chirate-body [43, 1683, 318, 1769]
person-figure [100, 1892, 175, 2153]
afghan-body [607, 678, 967, 834]
paragraph: ಈ ಕಾರ್ಯಕ್ರಮದಲ್ಲಿ ಅಕ್ಕನ ಬಳಗದ ವಿಮಲಾಂಭ ಅನಿಲ್ ಕುಮಾರ್ ಹಾಗೂ ಮಹಂತಿನ ಮಠದ ಮಾಜಿ ನಿರ್ದೇಶಕರಾದ ಸಿ. ಸುರೇಶ್ ಬಾಬು ರವರುಗಳನ್ನು, ಗೌರವಿಸಿ, ಸನ್ಮಾನಿಸಲಾಯಿತು. [1351, 1340, 1526, 1426]
photo-youth-award [43, 1816, 294, 2153]
paragraph: ತಿರುವುಗಳಲ್ಲಿ ಎಚ್ಚರಿಕೆಯಿಂದ ಚಾಲನೆ ಮಾಡಲು ಪೊಲೀಸರು ಮನವಿ ಮಾಡಿದ್ದಾರೆ. [322, 841, 593, 873]
people-row [1114, 896, 1522, 1128]
top-rule [14, 3, 1555, 5]
paragraph: ಸಿಗದವ್ಯಕ್ತಿಯನ್ನು ರಚಿಸಲೇಬೇಕು ಎಂದು ತಿಳಿಸಿದರು. ರಾಯ್‌ಪುರದ 'ಇಂಡಿಯನ್ ಇನ್ ಸ್ಟಿಟ್ಯೂಟ್ ಆಫ್ ಮ್ಯಾನೇಜ್‌ಮೆಂಟ್' (ಐಐಎಂ) ನಲ್ಲಿ ನಡೆಯಲಿರುವ 60 ನೇ ಅಖಿಲ ಭಾರತ ಮಟ್ಟದ ಡಿಜಿಪಿ–ಐಜಿಪಿ ಸಮ್ಮೇಳನದಲ್ಲಿ ಪ್ರಧಾನಿ ನರೇಂದ್ರ ಮೋದಿ, ರಾಷ್ಟ್ರೀಯ ಭದ್ರತಾ [43, 661, 313, 729]
headline-text: ನಿವಾಸಿಗಳ ಸಮಸ್ಯೆಯನ್ನು ಆಲಿಸಿದ ಸಂಸದರು [1022, 293, 1486, 403]
paragraph: ಸುಮಾರು 5,100 ಏರ್‌ಬಸ್ ವಿಮಾನಗಳಲ್ಲಿ ಈ ಸಮಸ್ಯೆ ಸರಳವಾದ ಸಾಫ್ಟ್‌ವೇರ್ ನವೀಕರಣದ ಮೂಲಕ ಪರಿಹರಿಸಬಹುದು ಎಂದು ತಿಳಿಸಲಾಗಿದೆ. ಉಳಿದ ಸಾವಿರಾರು ವಿಮಾನಗಳಿಗೆ ಹಾರ್ಡ್‌ವೇರ್ ಬದಲಾವಣೆ ಅಗತ್ಯವಿದೆ. [327, 1519, 593, 1587]
rajyotsava-body [1174, 1950, 1519, 2324]
paragraph: ಜೀವಹಾನಿಯನ್ನು ತಪ್ಪಿಸಲು ವಾಹನ ಚಾಲಕರು ವೇಗದ ಮಿತಿ ಕಾಯ್ದುಕೊಳ್ಳಲು, ಸಂಚಾರ ನಿಯಮಗಳನ್ನು ಪಾಲಿಸಲು ಮತ್ತು ವಿಶೇಷವಾಗಿ ಅಪಾಯಕಾರಿ [43, 841, 313, 891]
photo-rajyotsava-event [981, 839, 1526, 1128]
headline-mp-residents [981, 289, 1526, 407]
paragraph: ರಾಜ್ಯ ಕಾಂಗ್ರೆಸ್ ನಲ್ಲಿ ಅಧಿಕಾರ ಹಂಚಿಕೆಯ ಜಟಾಪಟಿ ಬಿರುಸಾಗಿದ್ದು, ಉಪಮುಖ್ಯಮಂತ್ರಿ ಡಿ.ಕೆ. ಶಿವಕುಮಾರ್ ಬಣದ ಶಾಸಕರು ಅಧಿಕಾರ ಹಂಚಿಕೆಯ ಸೂತ್ರ ಜಾರಿಗೆ ಪಟ್ಟುಹಿಡಿದಿರುವುದರ ನಡುವೆ ಈ ಉಪಹಾರ ಸಭೆ ನಡೆದಿದೆ. [43, 1025, 318, 1093]
rajyotsava-box [1166, 1906, 1526, 2338]
person-figure [374, 1043, 460, 1403]
paragraph: ಅಧಿಕಾರಕ್ಕೆ ತರುವ ಬಗ್ಗೆ ಚರ್ಚೆ ನಡೆದಿದ್ದೇವೆ ಎಂದರು. [792, 1443, 967, 1476]
paragraph: ವಾಷಿಂಗ್ಟನ್ ಡಿಸಿಯಲ್ಲಿ ಇಬ್ಬರು ರಾಷ್ಟ್ರೀಯ ಗಾರ್ಡ್ ಸದಸ್ಯರ ಮೇಲೆ ಅಫಘಾನಿಸ್ತಾನದ ಪ್ರಜೆ ಗುಂಡಿನ ದಾಳಿ ನಡೆಸಿದ ಹಿನ್ನೆಲೆಯಲ್ಲಿ ಅಮೇರಿಕಾದ ಅಧ್ಯಕ್ಷ ಡೊನಾಲ್ಡ್ ಟ್ರಂಪ್ ಸರ್ಕಾರ ಈ ನಿರ್ಧಾರ ಕೈಗೊಂಡಿದೆ. [607, 756, 967, 806]
shivanna-col1 [43, 175, 228, 607]
photo-caption-youth: ವಿಜಯಪುರ ಪಟ್ಟಣದ ಸ್ಪಂದನ ಯುವಜನ ಸೇವಾ ಸಂಘದಲ್ಲಿ ನೀಡಲಾದ ಪ್ರಶಸ್ತಿಯನ್ನು ಸಂಘದ ಅಧ್ಯಕ್ಷ ಡಾ.ವಿ. ಪ್ರಶಾಂತರವರಿಗೆ ಬೆಂಗಳೂರು ಉತ್ತರ ಲೋಕಸಭಾ ಕ್ಷೇತ್ರದ ಸಂಸದರಾದ ಶೋಭಾ ಕರಂದ್ಲಾಜೆ ರವರು ನೀಡುತ್ತಿರುವುದು. [47, 2155, 289, 2221]
subheading: ಹಲವು ಪ್ರಶಸ್ತಿಗೆ ಪಾತ್ರ: [644, 451, 731, 466]
paragraph: ರಾಜ್ಯ ಕಾಂಗ್ರೆಸ್ ನ ಅಧಿಕಾರ ಹಂಚಿಕೆಯ ಕಗ್ಗಂಟು ಬಿಡಿಸುವ ನಿಟ್ಟಿನಲ್ಲಿ ಹೈಕಮಾಂಡ್ ನಾಯಕರು ಸಹ ಸಕ್ರಿಯರಾಗಿದ್ದು ಸಿದ್ದರಾಮಯ್ಯ ಮತ್ತು ಡಿ.ಕೆ. ಶಿವಕುಮಾರ್ ಅವರಿಗೆ ಪರಸ್ಪರ ಮಾತುಕತೆ ನಡೆಸುವಂತೆ ಸೂಚಿಸಿದ್ದರು. [43, 1211, 318, 1261]
paragraph: ರಾಜ್ಯ ಕಾಂಗ್ರೆಸ್ ನಲ್ಲಿ ಯಾವುದೇ ಬಣ ಇಲ್ಲ. ಎಲ್ಲರೂ ಕಾಂಗ್ರೆಸ್ ಬಣ ಎಂದು ಮಾತನ್ನು ಪುನರುಚ್ಚರಿಸಿದ ಉಪಮುಖ್ಯಮಂತ್ರಿ ಡಿ.ಕೆ. ಶಿವಕುಮಾರ್, ನಾವಿಬ್ಬರೂ ಪಕ್ಷದ ನಿಷ್ಠಾವಂತ ಕಾರ್ಯಕರ್ತರು. ಪಕ್ಷದ ಹೈಕಮಾಂಡ್ ಸೂಚನೆಯಂತೆ ನಡೆದುಕೊಳ್ಳುತ್ತೇವೆ. ದೇಶದಲ್ಲಿ ಕಾಂಗ್ರೆಸ್ ಪಕ್ಷ ಕಟ್ಟುವ ಗುರಿ ನಮ್ಮದು ಎಂದರು. [607, 1553, 782, 1676]
paragraph: ಸಿ.ಎನ್. ಮಂಜುನಾಥ್ ರವರು ಸುದ್ದಿಗಾರರೊಂದಿಗೆ ಮಾತನಾಡಿ ಸೂರ್ಯನಗರ ಮೊದಲನೇ ಹಂತದಲ್ಲಿರುವ ನಿವಾಸಿಗಳಿಗೆ ಸಿಗಬೇಕಾದ ಮೂಲಭೂತ ಸೌಲಭ್ಯಗಳನ್ನು ಒದಗಿಸುವಂತೆ ಸಂಬಂಧಪಟ್ಟ ಅಧಿಕಾರಿಗಳಿಗೆ ಸೂಚನೆ ನೀಡಲಾಗಿದೆ. ಶೀಘ್ರವೇ ಕಾಮಗಾರಿಗಳನ್ನು ಪೂರ್ಣಗೊಳಿಸಲು ಕ್ರಮ ಕೈಗೊಳ್ಳಲಾಗುವುದು ಎಂದರು. [1166, 414, 1341, 555]
paragraph: ಸರ್ಕಾರದ ಮೇಲೆ ಒತ್ತಡ ಹೇರುವ ಬಗ್ಗೆ ಚರ್ಚೆ ನಡೆದಿದೆ. ಹೀಗಾಗಿಯೇ 2028ರ ಚುನಾವಣೆಯಲ್ಲಿ ಕಾಂಗ್ರೆಸ್ ಪಕ್ಷವನ್ನು ಮತ್ತೆ ಅಧಿಕಾರಕ್ಕೆ ತರುವ ಸಂಬಂಧವೂ ಚರ್ಚೆ ನಡೆಸಿದ್ದೇವೆ ಎಂದು ಹೇಳಿದರು. [607, 1443, 782, 1530]
paragraph: ಪತ್ರಿಕೆ ವಾಕಿ–ಟಾಕಿ ಮೂಲಕ ಸುದ್ದಿ ಕಳುಹಿಸುತ್ತಿದ್ದ ಪ್ರಥಮ ಪತ್ರಕರ್ತ ಪೊಲೀಸ್ ವೈರ್‌ಲೆಸ್ ವಾಕಿ–ಟಾಕಿ ಮೂಲಕ ಸುದ್ದಿ ನೀಡಿದ ಕನ್ನಡದ ಪ್ರಥಮ ಪತ್ರಕರ್ತ ಎಂಬ ಹೆಗ್ಗಳಿಕೆಯೂ ಶಿವಣ್ಣ ಅವರದಾಗಿತ್ತು. [414, 398, 590, 485]
mp-col2 [1166, 413, 1341, 830]
person-figure [324, 204, 457, 389]
paragraph: ಸಭೆಯಲ್ಲಿ ಚಂದಾಪುರ ಪುರಸಭೆ ಅಧ್ಯಕ್ಷರಾದ ಶ್ರೀಮತಿ ಶಾರದಾ ವರದರಾಜ್, ಉಪಾಧ್ಯಕ್ಷರು, ಸದಸ್ಯರು ಹಾಗೂ ಸ್ಥಳೀಯ ಮುಖಂಡರು ಉಪಸ್ಥಿತರಿದ್ದರು. ನಿವಾಸಿಗಳ ಸಂಘದ ಪದಾಧಿಕಾರಿಗಳು ಸಂಸದರಿಗೆ ಮನವಿ ಪತ್ರ ಸಲ್ಲಿಸಿದರು. [1351, 470, 1526, 575]
paragraph: ಬೆಂಗಳೂರು.ನ29: ಗ್ರಾಮಾಂತರ ಜಿಲ್ಲಾ ಶರಣ ಸಾಹಿತ್ಯ, ಬೆಂಗಳೂರು ಗ್ರಾಮಾಂತರ ಜಿಲ್ಲಾ ಕದಳಿ ಮಹಿಳಾ ವೇದಿಕೆ ವತಿಯಿಂದ ಕನ್ನಡ ರಾಜ್ಯೋತ್ಸವ ಹಾಗೂ ಅಪ್ಪಯ್ಯಣ್ಣ ನಂಜಮ್ಮ ದತ್ತಿ ಕಾರ್ಯಕ್ರಮವನ್ನು ಅ. ಶಿ. ವೈ. ನಗರ್ತ ಮಹಂತಿನ ಮಠ ಧರ್ಮಸಂಸ್ಥೆ ಸಭಾಂಗಣದಲ್ಲಿ ಹಮ್ಮಿಕೊಳ್ಳಲಾಗಿತ್ತು. [1174, 1952, 1519, 2020]
youth-col1 [308, 1939, 507, 2333]
paragraph: ರಾಷ್ಟ್ರ ರಾಜಧಾನಿ ಆರೋಗ್ಯಕರ ಗಾಳಿಯ ಗುಣಮಟ್ಟದ ಮಿತಿ ಎಂದು ಗುರುತಿಸಲಾದ ಪ್ರಮಾಣಕ್ಕಿಂತ ಹೆಚ್ಚಿನ ಮಾಲಿನ್ಯ ದಾಖಲಿಸಿದೆ. ಮಾಲಿನ್ಯ ಮತ್ತು ಬೆಳೆ ಸುಡುವಿಕೆ ಪ್ರಮುಖ ಕಾರಣವಾಗಿದೆ ಎಂದು ವರದಿ ಹೇಳಿದೆ. [607, 1036, 782, 1123]
paragraph: ಮಾಲಿನ್ಯದ ಕಂತುಗಳನ್ನು ವಿಶೇಷವಾಗಿ ಉತ್ತರ ಬಯಲು ಪ್ರದೇಶಗಳಲ್ಲಿ ಚಳಿಗಾಲದಲ್ಲಿ ವಾಹನ ದಟ್ಟಣೆ, ಕೈಗಾರಿಕಾ ಹೊರಸೂಸುವಿಕೆ ಮತ್ತು ಬೆಳೆ ಸುಡುವಿಕೆ ಹೆಚ್ಚಿಸುತ್ತದೆ. [792, 999, 967, 1067]
paragraph: ಉತ್ತರ ಲೋಕಸಭಾ ಕ್ಷೇತ್ರದ ಸಂಸದರು ಹಾಗೂ ಕೇಂದ್ರ ಸಚಿವರಾದ ಶೋಭಾ ಕರಂದ್ಲಾಜೆ ಅವರ ನೇತೃತ್ವದಲ್ಲಿ ಸಂಸತ್ ಕ್ರೀಡಾ ಮಹೋತ್ಸವ ಆಯೋಜಿಸಲಾಗಿತ್ತು. ಕ್ರೀಡಾಕೂಟದಲ್ಲಿ ಉತ್ತಮ ಸಾಧನೆ ತೋರಿದ ಯುವಕ ಸಂಘಗಳಿಗೆ ಪ್ರಶಸ್ತಿ ನೀಡಲಾಯಿತು. [517, 1941, 716, 2045]
date-english: | Saturday 29 November 2025 [303, 36, 490, 50]
shivanna-col4 [597, 175, 777, 607]
vimana-body [327, 1479, 593, 1754]
headline-kurnool: ಕರ್ನೂಲ್‌ನಲ್ಲಿ ಭೀಕರ ಅಪಘಾತ [165, 787, 470, 822]
